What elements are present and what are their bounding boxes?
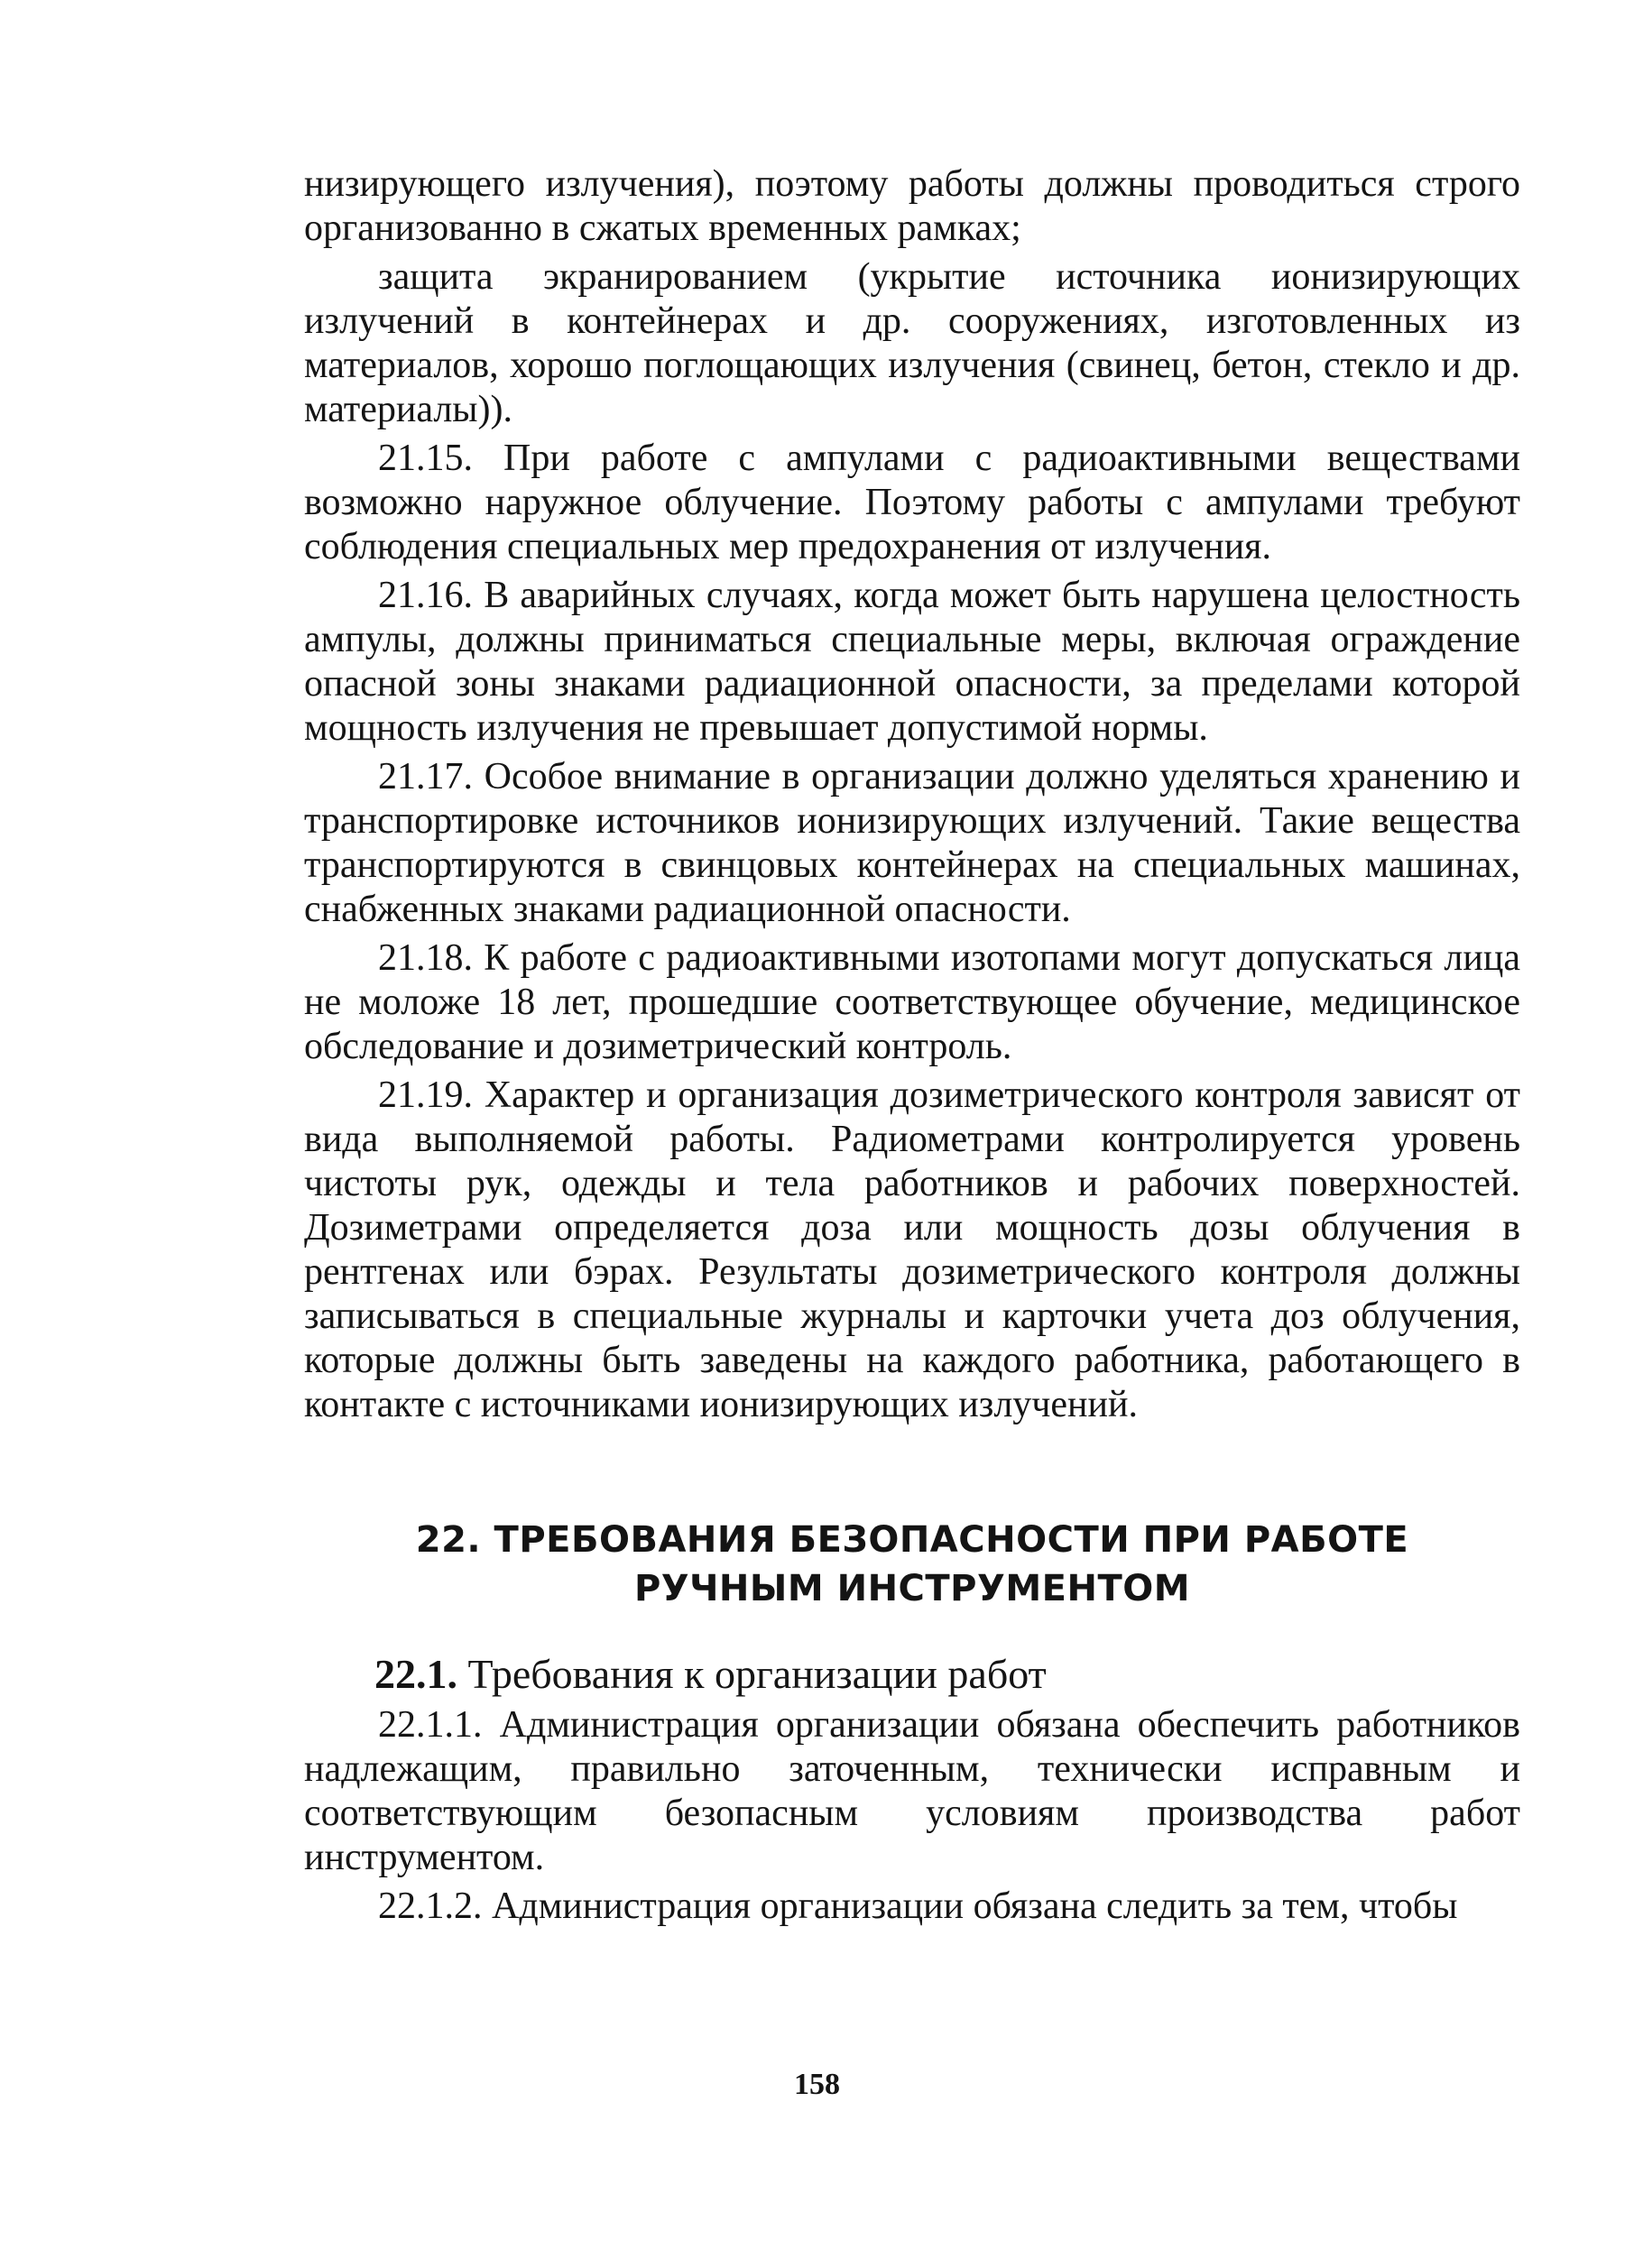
subsection-heading [304,1651,1520,1698]
paragraph-21-16: 21.16. В аварийных случаях, когда может быть нарушена целостность ампулы, должны приниматься специальные меры, включая ограждение опасной зоны знаками радиационной опасности, за пределами которой мощность излучения не превышает допустимой нормы. [304,575,1520,749]
paragraph-21-19: 21.19. Характер и организация дозиметрического контроля зависят от вида выполняемой работы. Радиометрами контролируется уровень чистоты рук, одежды и тела работников и рабочих поверхностей. Дозиметрами определяется доза или мощность дозы облучения в рентгенах или бэрах. Результаты дозиметрического контроля должны записываться в специальные журналы и карточки учета доз облучения, которые должны быть заведены на каждого работника, работающего в контакте с источниками ионизирующих излучений. [304,1074,1520,1425]
section-heading-line-1: 22. ТРЕБОВАНИЯ БЕЗОПАСНОСТИ ПРИ РАБОТЕ [415,1519,1409,1561]
paragraph-21-17: 21.17. Особое внимание в организации должно уделяться хранению и транспортировке источников ионизирующих излучений. Такие вещества транспортируются в свинцовых контейнерах на специальных машинах, снабженных знаками радиационной опасности. [304,756,1520,930]
section-heading-line-2: РУЧНЫМ ИНСТРУМЕНТОМ [633,1568,1191,1609]
paragraph-intro-continued: низирующего излучения), поэтому работы должны проводиться строго организованно в сжатых временных рамках; [304,163,1520,249]
paragraph-21-15: 21.15. При работе с ампулами с радиоактивными веществами возможно наружное облучение. Поэтому работы с ампулами требуют соблюдения специальных мер предохранения от излучения. [304,438,1520,567]
subsection-number: 22.1. [374,1651,457,1697]
section-heading [304,1516,1520,1613]
page-content [304,162,1520,1929]
page-number: 158 [794,2068,840,2101]
subsection-title: Требования к организации работ [467,1651,1047,1697]
paragraph-22-1-2: 22.1.2. Администрация организации обязана следить за тем, чтобы [378,1885,1458,1927]
paragraph-22-1-1: 22.1.1. Администрация организации обязана обеспечить работников надлежащим, правильно заточенным, технически исправным и соответствующим безопасным условиям производства работ инструментом. [304,1704,1520,1878]
paragraph-21-18: 21.18. К работе с радиоактивными изотопами могут допускаться лица не моложе 18 лет, прошедшие соответствующее обучение, медицинское обследование и дозиметрический контроль. [304,937,1520,1067]
paragraph-shielding: защита экранированием (укрытие источника ионизирующих излучений в контейнерах и др. сооружениях, изготовленных из материалов, хорошо поглощающих излучения (свинец, бетон, стекло и др. материалы)). [304,256,1520,430]
